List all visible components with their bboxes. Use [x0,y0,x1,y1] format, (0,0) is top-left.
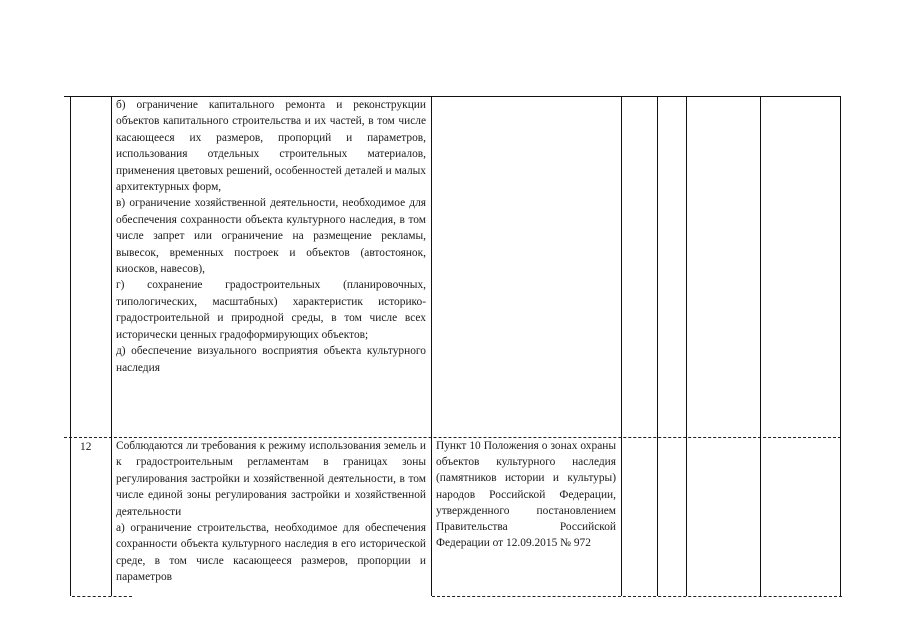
row-12-question: Соблюдаются ли требования к режиму использования земель и к градостроительным регламентам в границах зоны регулирования застройки и хозяйственной деятельности, в том числе единой зоны регулирования застройки и хозяйственной деятельности [116,440,426,518]
paragraph-v: в) ограничение хозяйственной деятельности, необходимое для обеспечения сохранности объекта культурного наследия, в том числе запрет или ограничение на размещение рекламы, вывесок, временных построек и объектов (автостоянок, киосков, навесов), [116,197,426,276]
paragraph-d: д) обеспечение визуального восприятия объекта культурного наследия [116,345,426,374]
row-12-text [116,438,426,596]
col-line-1 [111,96,112,596]
col-line-4 [657,96,658,596]
col-line-5 [686,96,687,596]
paragraph-b: б) ограничение капитального ремонта и реконструкции объектов капитального строительства и их частей, в том числе касающееся их размеров, пропорций и параметров, использования отдельных строительных материалов, применения цветовых решений, особенностей деталей и малых архитектурных форм, [116,99,426,194]
col-line-0 [70,96,71,596]
bottom-edge [72,596,132,597]
bottom-edge-right [432,596,842,597]
col-line-2 [431,96,432,596]
paragraph-g: г) сохранение градостроительных (планировочных, типологических, масштабных) характеристик историко-градостроительной и природной среды, в том числе всех исторически ценных градоформирующих объектов; [116,279,426,341]
row-12-reference: Пункт 10 Положения о зонах охраны объектов культурного наследия (памятников истории и культуры) народов Российской Федерации, утвержденного постановлением Правительства Российской Федерации от 12.09.2015 № 972 [436,440,616,550]
col-line-3 [621,96,622,596]
col-line-7 [840,96,841,596]
col-line-6 [760,96,761,596]
prev-row-text [116,97,426,376]
row-12-item-a: а) ограничение строительства, необходимое для обеспечения сохранности объекта культурного наследия в его исторической среде, в том числе касающееся размеров, пропорции и параметров [116,522,426,584]
row-number: 12 [80,441,92,453]
